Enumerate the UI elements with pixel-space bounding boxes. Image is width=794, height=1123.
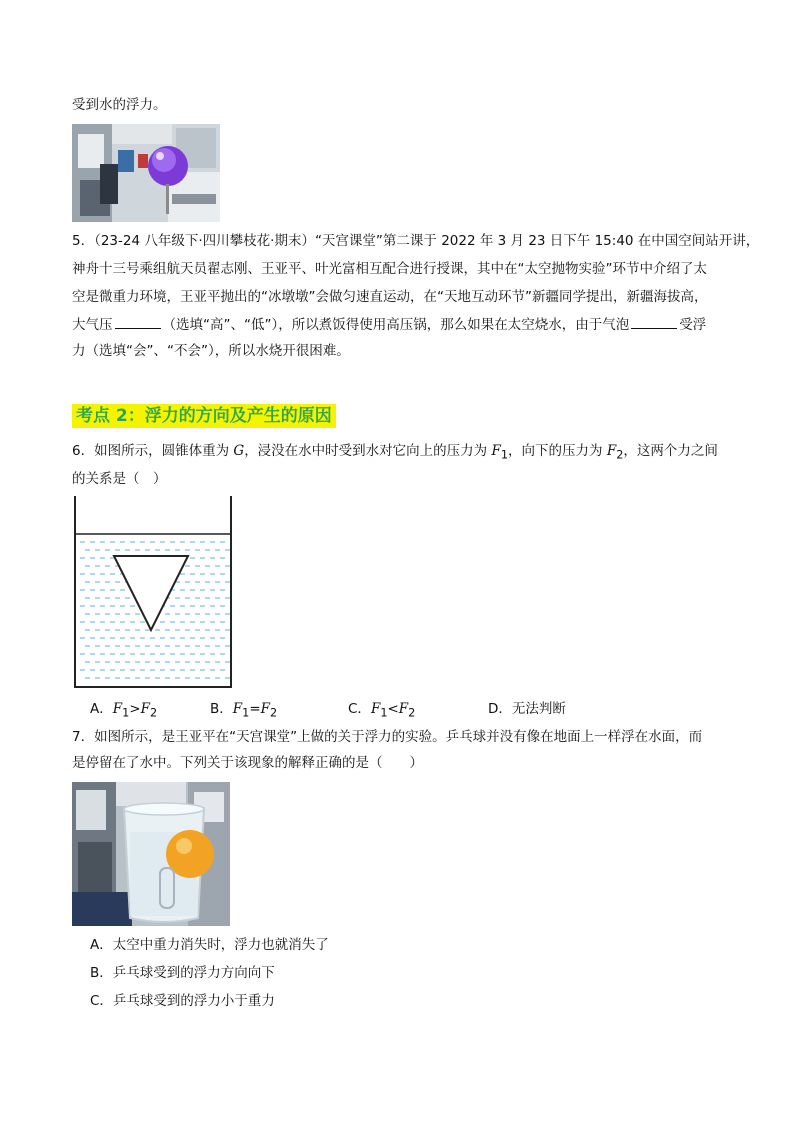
- option-A-relation: >: [129, 701, 141, 717]
- answer-blank-1[interactable]: [115, 316, 161, 329]
- q6-text-b: ，浸没在水中时受到水对它向上的压力为: [244, 443, 492, 459]
- option-B-F2: F: [260, 701, 270, 717]
- q6-text-d: ，这两个力之间: [623, 443, 718, 459]
- option-A-F2: F: [140, 701, 150, 717]
- option-B-F1: F: [232, 701, 243, 717]
- q5-text-b: （选填“高”、“低”），所以煮饭得使用高压锅，那么如果在太空烧水，由于气泡: [162, 317, 630, 333]
- section-heading: 考点 2：浮力的方向及产生的原因: [72, 404, 336, 428]
- question-6-line-2: 的关系是（ ）: [72, 471, 167, 487]
- question-6-line-1: [72, 442, 718, 465]
- question-5-line-4: [72, 316, 706, 334]
- option-C-relation: <: [387, 701, 399, 717]
- q5-text-c: 受浮: [679, 317, 707, 333]
- option-C-sub1: 1: [380, 706, 388, 720]
- question-4-tail: 受到水的浮力。: [72, 97, 167, 113]
- question-5-line-2: 神舟十三号乘组航天员翟志刚、王亚平、叶光富相互配合进行授课，其中在“太空抛物实验”环节中介绍了太: [72, 261, 707, 277]
- option-B-relation: =: [249, 701, 261, 717]
- option-B[interactable]: [210, 700, 277, 723]
- q5-text-a: 大气压: [72, 317, 113, 333]
- option-7B[interactable]: B．乒乓球受到的浮力方向向下: [90, 965, 275, 981]
- option-D[interactable]: D．无法判断: [488, 701, 566, 717]
- subscript-1: 1: [500, 448, 509, 462]
- option-A-F1: F: [112, 701, 123, 717]
- answer-blank-2[interactable]: [631, 316, 677, 329]
- option-C-F1: F: [370, 701, 381, 717]
- option-C-label: C．: [348, 701, 371, 717]
- question-5-line-1: 5．（23-24 八年级下·四川攀枝花·期末）“天宫课堂”第二课于 2022 年 3 月 23 日下午 15:40 在中国空间站开讲，: [72, 233, 760, 249]
- ping-pong-ball-in-water-photo: [72, 782, 230, 926]
- option-C-F2: F: [398, 701, 409, 717]
- question-7-line-2: 是停留在了水中。下列关于该现象的解释正确的是（ ）: [72, 755, 423, 771]
- option-A[interactable]: [90, 700, 157, 723]
- symbol-F1: F: [491, 443, 501, 459]
- option-C[interactable]: [348, 700, 415, 723]
- option-7A[interactable]: A．太空中重力消失时，浮力也就消失了: [90, 937, 329, 953]
- option-7C[interactable]: C．乒乓球受到的浮力小于重力: [90, 993, 275, 1009]
- option-B-sub1: 1: [242, 706, 250, 720]
- option-A-sub1: 1: [122, 706, 130, 720]
- space-station-water-ball-photo: [72, 124, 220, 222]
- option-B-sub2: 2: [270, 706, 278, 720]
- question-5-line-5: 力（选填“会”、“不会”），所以水烧开很困难。: [72, 343, 350, 359]
- subscript-2: 2: [616, 448, 624, 462]
- option-C-sub2: 2: [408, 706, 416, 720]
- cone-in-water-diagram: [72, 496, 234, 690]
- question-5-line-3: 空是微重力环境，王亚平抛出的“冰墩墩”会做匀速直运动，在“天地互动环节”新疆同学提出，新疆海拔高，: [72, 289, 708, 305]
- inverted-cone: [114, 556, 188, 630]
- symbol-F2: F: [606, 443, 617, 459]
- q6-text-a: 6．如图所示，圆锥体重为: [72, 443, 234, 459]
- symbol-G: G: [233, 443, 245, 459]
- option-A-sub2: 2: [149, 706, 158, 720]
- option-B-label: B．: [210, 701, 233, 717]
- question-7-line-1: 7．如图所示，是王亚平在“天宫课堂”上做的关于浮力的实验。乒乓球并没有像在地面上一样浮在水面，而: [72, 729, 703, 745]
- q6-text-c: ，向下的压力为: [508, 443, 607, 459]
- option-A-label: A．: [90, 701, 113, 717]
